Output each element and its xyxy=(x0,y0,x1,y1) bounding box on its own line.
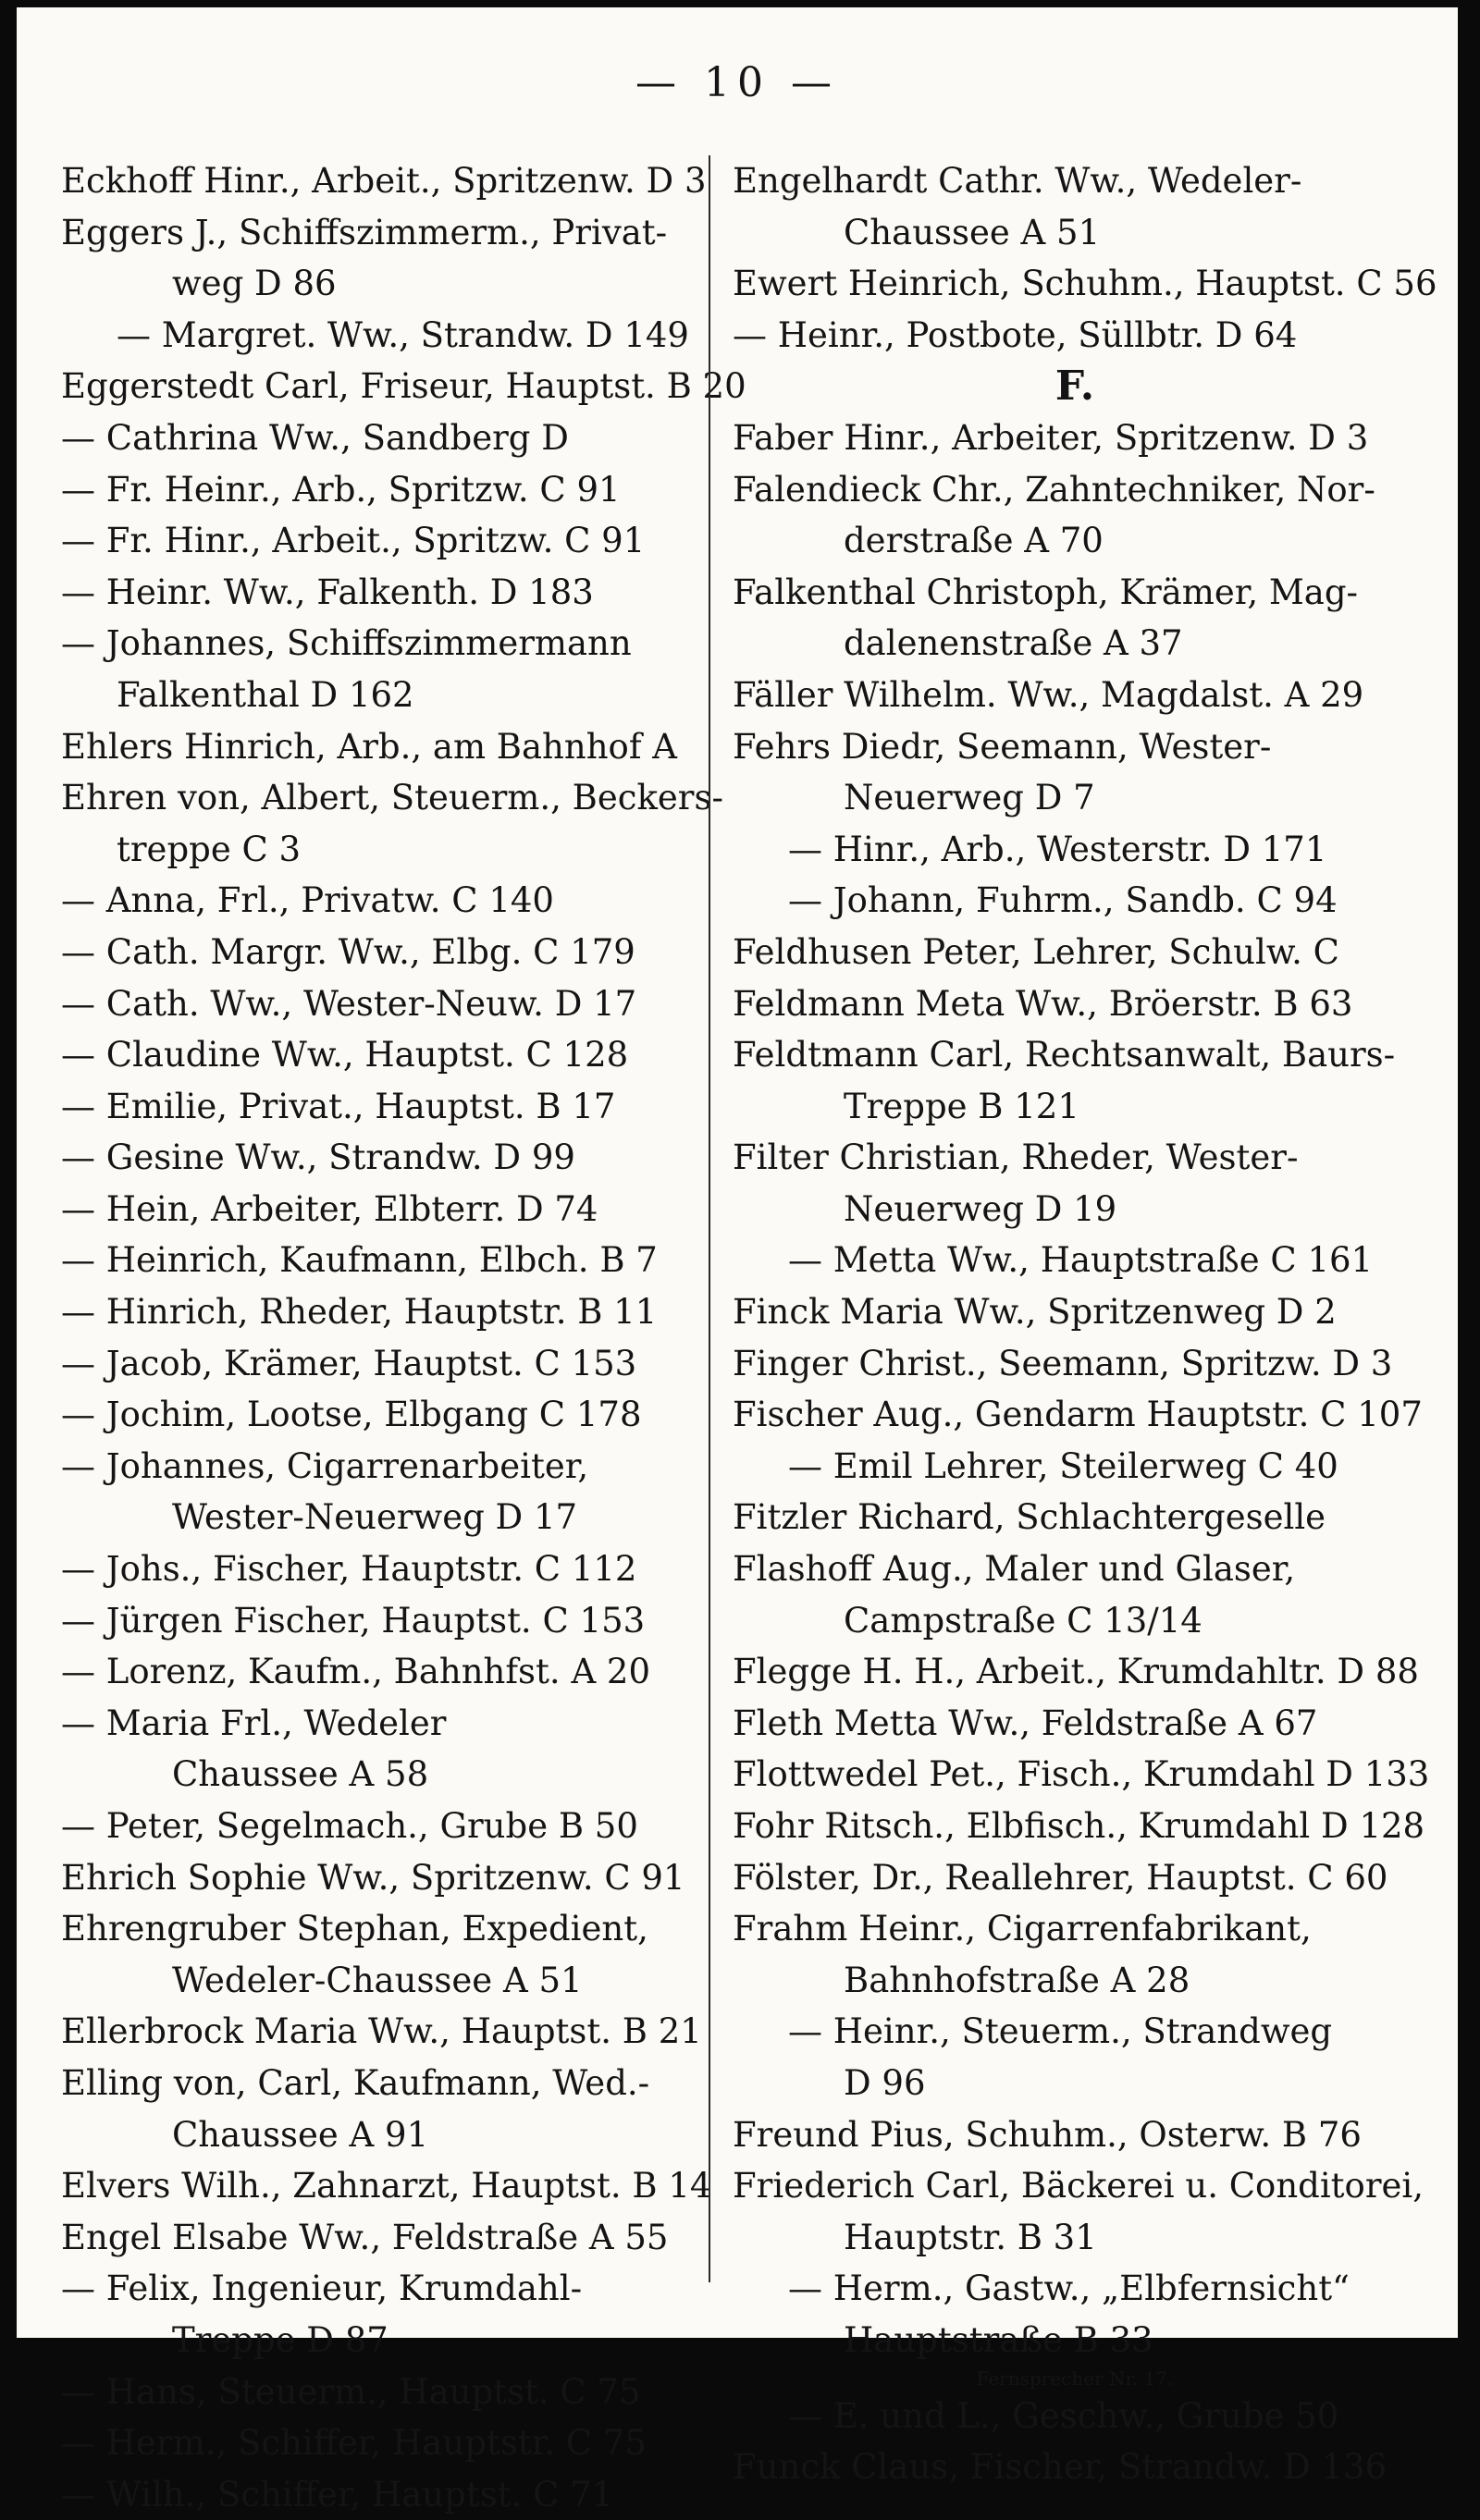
directory-entry: — Claudine Ww., Hauptst. C 128 xyxy=(61,1035,629,1076)
directory-entry: — Peter, Segelmach., Grube B 50 xyxy=(61,1806,638,1846)
directory-entry: Ehrich Sophie Ww., Spritzenw. C 91 xyxy=(61,1857,685,1898)
directory-entry: Wedeler-Chaussee A 51 xyxy=(172,1960,583,2000)
directory-entry: Ewert Heinrich, Schuhm., Hauptst. C 56 xyxy=(733,264,1437,304)
directory-entry: — Maria Frl., Wedeler xyxy=(61,1703,447,1743)
directory-entry: — Margret. Ww., Strandw. D 149 xyxy=(117,314,689,355)
directory-entry: — Heinr., Steuerm., Strandweg xyxy=(788,2011,1333,2052)
directory-entry: Flegge H. H., Arbeit., Krumdahltr. D 88 xyxy=(733,1652,1419,1692)
directory-entry: Friederich Carl, Bäckerei u. Conditorei, xyxy=(733,2166,1424,2207)
directory-entry: — Hinr., Arb., Westerstr. D 171 xyxy=(788,829,1327,869)
directory-entry: Feldhusen Peter, Lehrer, Schulw. C xyxy=(733,931,1339,972)
directory-entry: — Gesine Ww., Strandw. D 99 xyxy=(61,1137,575,1178)
directory-entry: Hauptstraße B 33 xyxy=(844,2319,1153,2360)
directory-entry: Falkenthal Christoph, Krämer, Mag- xyxy=(733,572,1359,612)
directory-entry: — Anna, Frl., Privatw. C 140 xyxy=(61,880,554,921)
directory-entry: — Herm., Schiffer, Hauptstr. C 75 xyxy=(61,2423,647,2464)
directory-entry: Feldmann Meta Ww., Bröerstr. B 63 xyxy=(733,983,1353,1024)
directory-entry: Flashoff Aug., Maler und Glaser, xyxy=(733,1549,1296,1590)
directory-entry: — Metta Ww., Hauptstraße C 161 xyxy=(788,1240,1374,1281)
directory-entry: Fitzler Richard, Schlachtergeselle xyxy=(733,1497,1326,1538)
directory-entry: Ehlers Hinrich, Arb., am Bahnhof A xyxy=(61,726,677,767)
directory-entry: Campstraße C 13/14 xyxy=(844,1600,1202,1641)
directory-entry: Eggers J., Schiffszimmerm., Privat- xyxy=(61,212,668,252)
directory-entry: Treppe B 121 xyxy=(844,1086,1079,1126)
directory-entry: Fäller Wilhelm. Ww., Magdalst. A 29 xyxy=(733,674,1364,715)
directory-entry: — Johs., Fischer, Hauptstr. C 112 xyxy=(61,1549,637,1590)
directory-entry: Treppe D 87 xyxy=(172,2319,388,2360)
directory-entry: — Lorenz, Kaufm., Bahnhfst. A 20 xyxy=(61,1652,651,1692)
directory-entry: Finck Maria Ww., Spritzenweg D 2 xyxy=(733,1292,1337,1333)
directory-entry: Eckhoff Hinr., Arbeit., Spritzenw. D 3 xyxy=(61,161,707,201)
directory-entry: Fehrs Diedr, Seemann, Wester- xyxy=(733,726,1272,767)
right-column xyxy=(733,155,1437,2493)
directory-entry: derstraße A 70 xyxy=(844,521,1104,561)
directory-entry: Freund Pius, Schuhm., Osterw. B 76 xyxy=(733,2114,1362,2155)
directory-entry: Fleth Metta Ww., Feldstraße A 67 xyxy=(733,1703,1318,1743)
directory-entry: — Wilh., Schiffer, Hauptst. C 71 xyxy=(61,2474,614,2514)
directory-entry: Eggerstedt Carl, Friseur, Hauptst. B 20 xyxy=(61,366,746,407)
directory-entry: — Jürgen Fischer, Hauptst. C 153 xyxy=(61,1600,646,1641)
directory-entry: D 96 xyxy=(844,2062,926,2103)
directory-entry: Ellerbrock Maria Ww., Hauptst. B 21 xyxy=(61,2011,702,2052)
telephone-note: Fernsprecher Nr. 17. xyxy=(976,2366,1174,2390)
directory-entry: — Emil Lehrer, Steilerweg C 40 xyxy=(788,1445,1338,1486)
directory-entry: — Hinrich, Rheder, Hauptstr. B 11 xyxy=(61,1292,658,1333)
directory-entry: Hauptstr. B 31 xyxy=(844,2217,1097,2257)
directory-entry: Fohr Ritsch., Elbfisch., Krumdahl D 128 xyxy=(733,1806,1425,1846)
directory-entry: — Fr. Hinr., Arbeit., Spritzw. C 91 xyxy=(61,521,646,561)
directory-entry: Elvers Wilh., Zahnarzt, Hauptst. B 14 xyxy=(61,2166,712,2207)
directory-entry: Neuerweg D 19 xyxy=(844,1188,1117,1229)
directory-entry: Bahnhofstraße A 28 xyxy=(844,1960,1190,2000)
directory-entry: Fölster, Dr., Reallehrer, Hauptst. C 60 xyxy=(733,1857,1388,1898)
directory-entry: Ehrengruber Stephan, Expedient, xyxy=(61,1909,648,1949)
directory-entry: weg D 86 xyxy=(172,264,337,304)
directory-entry: — Felix, Ingenieur, Krumdahl- xyxy=(61,2268,583,2309)
directory-entry: Filter Christian, Rheder, Wester- xyxy=(733,1137,1299,1178)
directory-entry: Chaussee A 91 xyxy=(172,2114,429,2155)
page-number: — 10 — xyxy=(635,59,839,106)
directory-entry: — Hans, Steuerm., Hauptst. C 75 xyxy=(61,2371,641,2412)
directory-entry: — Heinrich, Kaufmann, Elbch. B 7 xyxy=(61,1240,658,1281)
directory-entry: Ehren von, Albert, Steuerm., Beckers- xyxy=(61,778,723,818)
directory-entry: Flottwedel Pet., Fisch., Krumdahl D 133 xyxy=(733,1754,1430,1795)
directory-entry: — Johannes, Schiffszimmermann xyxy=(61,623,632,664)
directory-entry: — Jochim, Lootse, Elbgang C 178 xyxy=(61,1395,642,1435)
directory-entry: — Cathrina Ww., Sandberg D xyxy=(61,417,569,458)
directory-entry: — Emilie, Privat., Hauptst. B 17 xyxy=(61,1086,616,1126)
directory-entry: Fischer Aug., Gendarm Hauptstr. C 107 xyxy=(733,1395,1423,1435)
directory-entry: — Hein, Arbeiter, Elbterr. D 74 xyxy=(61,1188,598,1229)
directory-page xyxy=(17,7,1458,2514)
directory-entry: — Johann, Fuhrm., Sandb. C 94 xyxy=(788,880,1338,921)
directory-entry: — Heinr. Ww., Falkenth. D 183 xyxy=(61,572,594,612)
directory-entry: — Heinr., Postbote, Süllbtr. D 64 xyxy=(733,314,1298,355)
directory-entry: Feldtmann Carl, Rechtsanwalt, Baurs- xyxy=(733,1035,1396,1076)
directory-entry: Neuerweg D 7 xyxy=(844,778,1095,818)
directory-entry: dalenenstraße A 37 xyxy=(844,623,1183,664)
directory-entry: Frahm Heinr., Cigarrenfabrikant, xyxy=(733,1909,1312,1949)
section-heading: F. xyxy=(1054,363,1095,411)
directory-entry: Chaussee A 51 xyxy=(844,212,1101,252)
column-divider xyxy=(709,155,710,2282)
directory-entry: Elling von, Carl, Kaufmann, Wed.- xyxy=(61,2062,650,2103)
directory-entry: Falkenthal D 162 xyxy=(117,674,414,715)
directory-entry: — E. und L., Geschw., Grube 50 xyxy=(788,2395,1339,2436)
left-column xyxy=(61,155,746,2520)
directory-entry: Finger Christ., Seemann, Spritzw. D 3 xyxy=(733,1343,1393,1383)
directory-entry: Wester-Neuerweg D 17 xyxy=(172,1497,578,1538)
directory-entry: Falendieck Chr., Zahntechniker, Nor- xyxy=(733,469,1375,510)
directory-entry: — Fr. Heinr., Arb., Spritzw. C 91 xyxy=(61,469,621,510)
directory-entry: Faber Hinr., Arbeiter, Spritzenw. D 3 xyxy=(733,417,1369,458)
directory-entry: — Cath. Margr. Ww., Elbg. C 179 xyxy=(61,931,635,972)
directory-entry: Chaussee A 58 xyxy=(172,1754,429,1795)
directory-entry: Engel Elsabe Ww., Feldstraße A 55 xyxy=(61,2217,669,2257)
directory-entry: — Johannes, Cigarrenarbeiter, xyxy=(61,1445,589,1486)
directory-entry: treppe C 3 xyxy=(117,829,302,869)
directory-entry: Engelhardt Cathr. Ww., Wedeler- xyxy=(733,161,1302,201)
directory-entry: Funck Claus, Fischer, Strandw. D 136 xyxy=(733,2447,1388,2488)
directory-entry: — Cath. Ww., Wester-Neuw. D 17 xyxy=(61,983,637,1024)
directory-entry: — Jacob, Krämer, Hauptst. C 153 xyxy=(61,1343,637,1383)
directory-entry: — Herm., Gastw., „Elbfernsicht“ xyxy=(788,2268,1350,2309)
